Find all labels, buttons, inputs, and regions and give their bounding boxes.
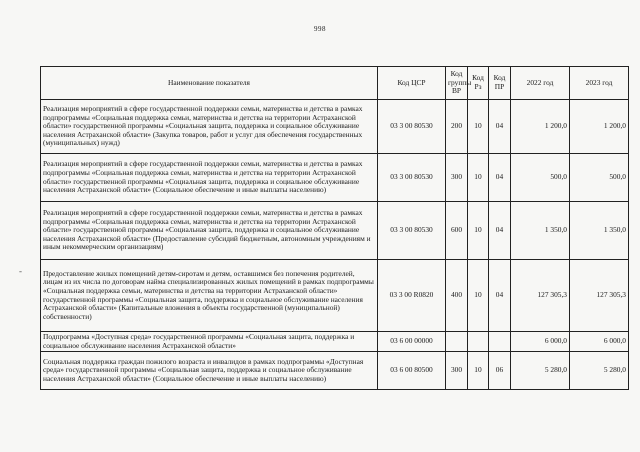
row-rz: 10 — [468, 202, 489, 260]
row-pr: 04 — [489, 260, 511, 332]
row-vr: 600 — [446, 202, 468, 260]
row-2022: 127 305,3 — [511, 260, 570, 332]
row-vr — [446, 332, 468, 352]
header-vr: Код группы ВР — [446, 67, 468, 100]
row-2022: 5 280,0 — [511, 352, 570, 390]
row-vr: 400 — [446, 260, 468, 332]
row-name: Реализация мероприятий в сфере государственной поддержки семьи, материнства и детства в рамках подпрограммы «Социальная поддержка семьи, материнства и детства на территории Астраханской области» государственной программы «Социальная защита, поддержка и социальное обслуживание населения Астраханской области» (Социальное обеспечение и иные выплаты населению) — [41, 154, 378, 202]
header-pr: Код ПР — [489, 67, 511, 100]
row-name: Реализация мероприятий в сфере государственной поддержки семьи, материнства и детства в рамках подпрограммы «Социальная поддержка семьи, материнства и детства на территории Астраханской области» государственной программы «Социальная защита, поддержка и социальное обслуживание населения Астраханской области» (Закупка товаров, работ и услуг для обеспечения государственных (муниципальных) нужд) — [41, 100, 378, 154]
row-csr: 03 3 00 80530 — [378, 100, 446, 154]
budget-table — [40, 66, 629, 390]
row-rz — [468, 332, 489, 352]
table-row — [41, 332, 629, 352]
row-name: Социальная поддержка граждан пожилого возраста и инвалидов в рамках подпрограммы «Доступная среда» государственной программы «Социальная защита, поддержка и социальное обслуживание населения Астраханской области» (Социальное обеспечение и иные выплаты населению) — [41, 352, 378, 390]
row-vr: 300 — [446, 352, 468, 390]
row-vr: 300 — [446, 154, 468, 202]
table-row — [41, 352, 629, 390]
row-name: Предоставление жилых помещений детям-сиротам и детям, оставшимся без попечения родителей, лицам из их числа по договорам найма специализированных жилых помещений в рамках подпрограммы «Социальная поддержка семьи, материнства и детства на территории Астраханской области» государственной программы «Социальная защита, поддержка и социальное обслуживание населения Астраханской области» (Капитальные вложения в объекты государственной (муниципальной) собственности) — [41, 260, 378, 332]
row-pr: 04 — [489, 100, 511, 154]
row-pr: 04 — [489, 202, 511, 260]
row-2022: 6 000,0 — [511, 332, 570, 352]
row-2023: 1 200,0 — [570, 100, 629, 154]
row-csr: 03 3 00 80530 — [378, 154, 446, 202]
row-2022: 1 350,0 — [511, 202, 570, 260]
header-name: Наименование показателя — [41, 67, 378, 100]
row-name: Реализация мероприятий в сфере государственной поддержки семьи, материнства и детства в рамках подпрограммы «Социальная поддержка семьи, материнства и детства на территории Астраханской области» государственной программы «Социальная защита, поддержка и социальное обслуживание населения Астраханской области» (Предоставление субсидий бюджетным, автономным учреждениям и иным некоммерческим организациям) — [41, 202, 378, 260]
header-2022: 2022 год — [511, 67, 570, 100]
row-2022: 1 200,0 — [511, 100, 570, 154]
row-pr — [489, 332, 511, 352]
row-2023: 127 305,3 — [570, 260, 629, 332]
row-csr: 03 3 00 R0820 — [378, 260, 446, 332]
page-number: 998 — [314, 25, 326, 33]
row-csr: 03 6 00 80500 — [378, 352, 446, 390]
row-2023: 5 280,0 — [570, 352, 629, 390]
table-header-row — [41, 67, 629, 100]
row-2022: 500,0 — [511, 154, 570, 202]
row-rz: 10 — [468, 352, 489, 390]
row-pr: 06 — [489, 352, 511, 390]
row-pr: 04 — [489, 154, 511, 202]
row-rz: 10 — [468, 260, 489, 332]
row-rz: 10 — [468, 100, 489, 154]
row-csr: 03 6 00 00000 — [378, 332, 446, 352]
row-2023: 500,0 — [570, 154, 629, 202]
table-row — [41, 100, 629, 154]
row-csr: 03 3 00 80530 — [378, 202, 446, 260]
row-name: Подпрограмма «Доступная среда» государственной программы «Социальная защита, поддержка и социальное обслуживание населения Астраханской области» — [41, 332, 378, 352]
table-row — [41, 260, 629, 332]
row-2023: 6 000,0 — [570, 332, 629, 352]
margin-mark: - — [19, 266, 22, 276]
row-vr: 200 — [446, 100, 468, 154]
header-rz: Код Рз — [468, 67, 489, 100]
table-row — [41, 202, 629, 260]
header-2023: 2023 год — [570, 67, 629, 100]
row-2023: 1 350,0 — [570, 202, 629, 260]
header-csr: Код ЦСР — [378, 67, 446, 100]
row-rz: 10 — [468, 154, 489, 202]
table-row — [41, 154, 629, 202]
